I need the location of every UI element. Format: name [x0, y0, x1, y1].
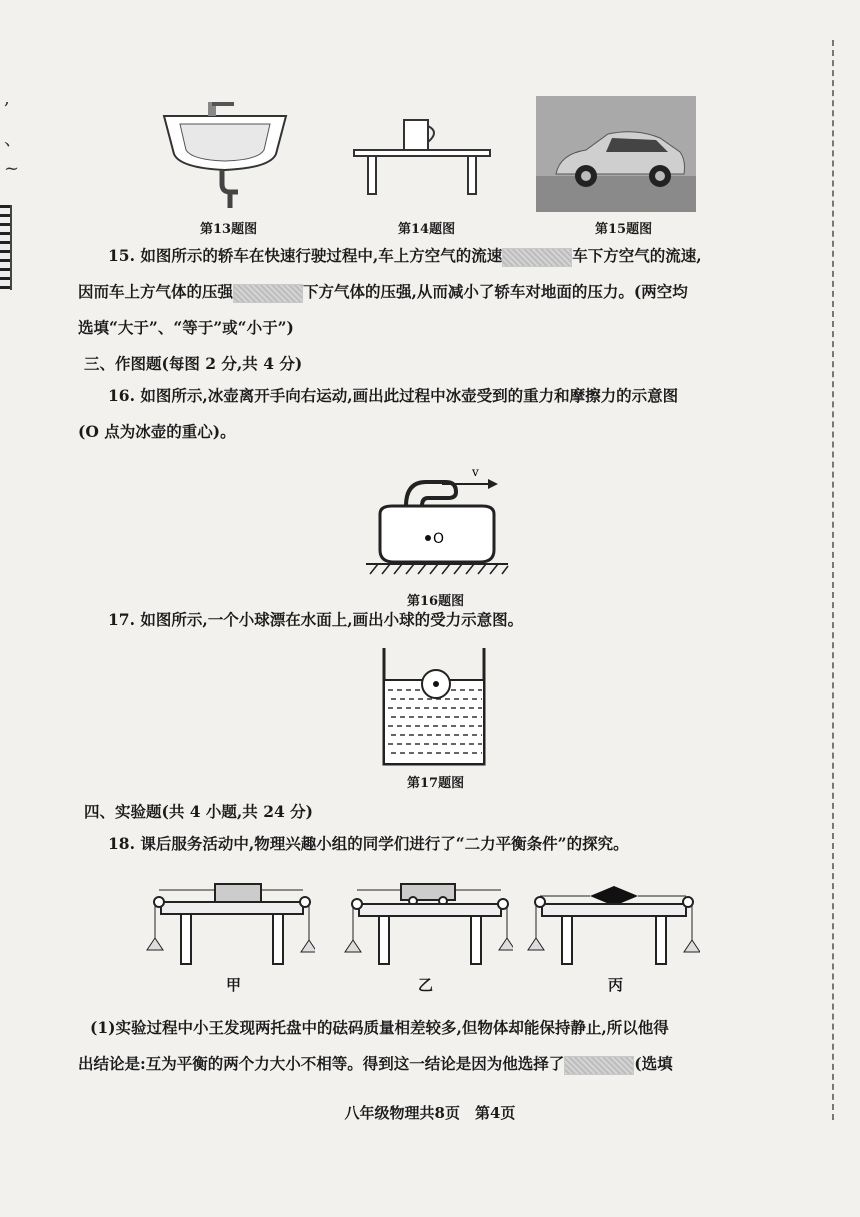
edge-mark: ~ — [4, 158, 20, 179]
fig16-caption: 第16题图 — [407, 594, 465, 609]
sink-figure — [160, 96, 290, 211]
q15-line1 — [108, 246, 808, 267]
experiment-table-jia — [145, 878, 315, 970]
cut-line — [832, 40, 834, 1120]
velocity-label: v — [472, 465, 479, 479]
edge-mark: , — [4, 88, 10, 109]
section-heading: 四、实验题(共 4 小题,共 24 分) — [84, 802, 314, 821]
section-heading: 三、作图题(每图 2 分,共 4 分) — [84, 354, 303, 373]
center-label: O — [433, 531, 445, 547]
edge-mark: 、 — [4, 129, 22, 150]
q17-line: 17. 如图所示,一个小球漂在水面上,画出小球的受力示意图。 — [108, 610, 524, 629]
q18-text: (选填 — [634, 1054, 673, 1073]
label-bing: 丙 — [608, 976, 624, 994]
q18-text: 出结论是:互为平衡的两个力大小不相等。得到这一结论是因为他选择了 — [78, 1054, 565, 1073]
experiment-table-yi — [343, 878, 513, 970]
table-cup-figure — [352, 108, 492, 198]
floating-ball-figure — [382, 648, 486, 766]
answer-blank[interactable] — [233, 284, 303, 303]
binding-margin — [0, 205, 12, 290]
answer-blank[interactable] — [502, 248, 572, 267]
q15-line2 — [78, 282, 778, 303]
q18-p1-line1: (1)实验过程中小王发现两托盘中的砝码质量相差较多,但物体却能保持静止,所以他得 — [90, 1018, 669, 1037]
q18-p1-line2 — [78, 1054, 778, 1075]
q15-line3: 选填“大于”、“等于”或“小于”) — [78, 318, 294, 337]
q16-line2: (O 点为冰壶的重心)。 — [78, 422, 236, 441]
fig14-caption: 第14题图 — [398, 222, 456, 237]
car-photo — [536, 96, 696, 212]
q15-text: 因而车上方气体的压强 — [78, 282, 234, 301]
fig13-caption: 第13题图 — [200, 222, 258, 237]
fig15-caption: 第15题图 — [595, 222, 653, 237]
q15-text: 15. 如图所示的轿车在快速行驶过程中,车上方空气的流速 — [108, 246, 503, 265]
answer-blank[interactable] — [564, 1056, 634, 1075]
fig17-caption: 第17题图 — [407, 776, 465, 791]
q18-intro: 18. 课后服务活动中,物理兴趣小组的同学们进行了“二力平衡条件”的探究。 — [108, 834, 629, 853]
q15-text: 车下方空气的流速, — [572, 246, 702, 265]
label-yi: 乙 — [418, 976, 434, 994]
experiment-table-bing — [526, 878, 700, 970]
label-jia: 甲 — [226, 976, 242, 994]
page-footer: 八年级物理共8页 第4页 — [344, 1104, 516, 1122]
curling-stone-figure — [362, 462, 512, 580]
q15-text: 下方气体的压强,从而减小了轿车对地面的压力。(两空均 — [303, 282, 688, 301]
q16-line1: 16. 如图所示,冰壶离开手向右运动,画出此过程中冰壶受到的重力和摩擦力的示意图 — [108, 386, 679, 405]
